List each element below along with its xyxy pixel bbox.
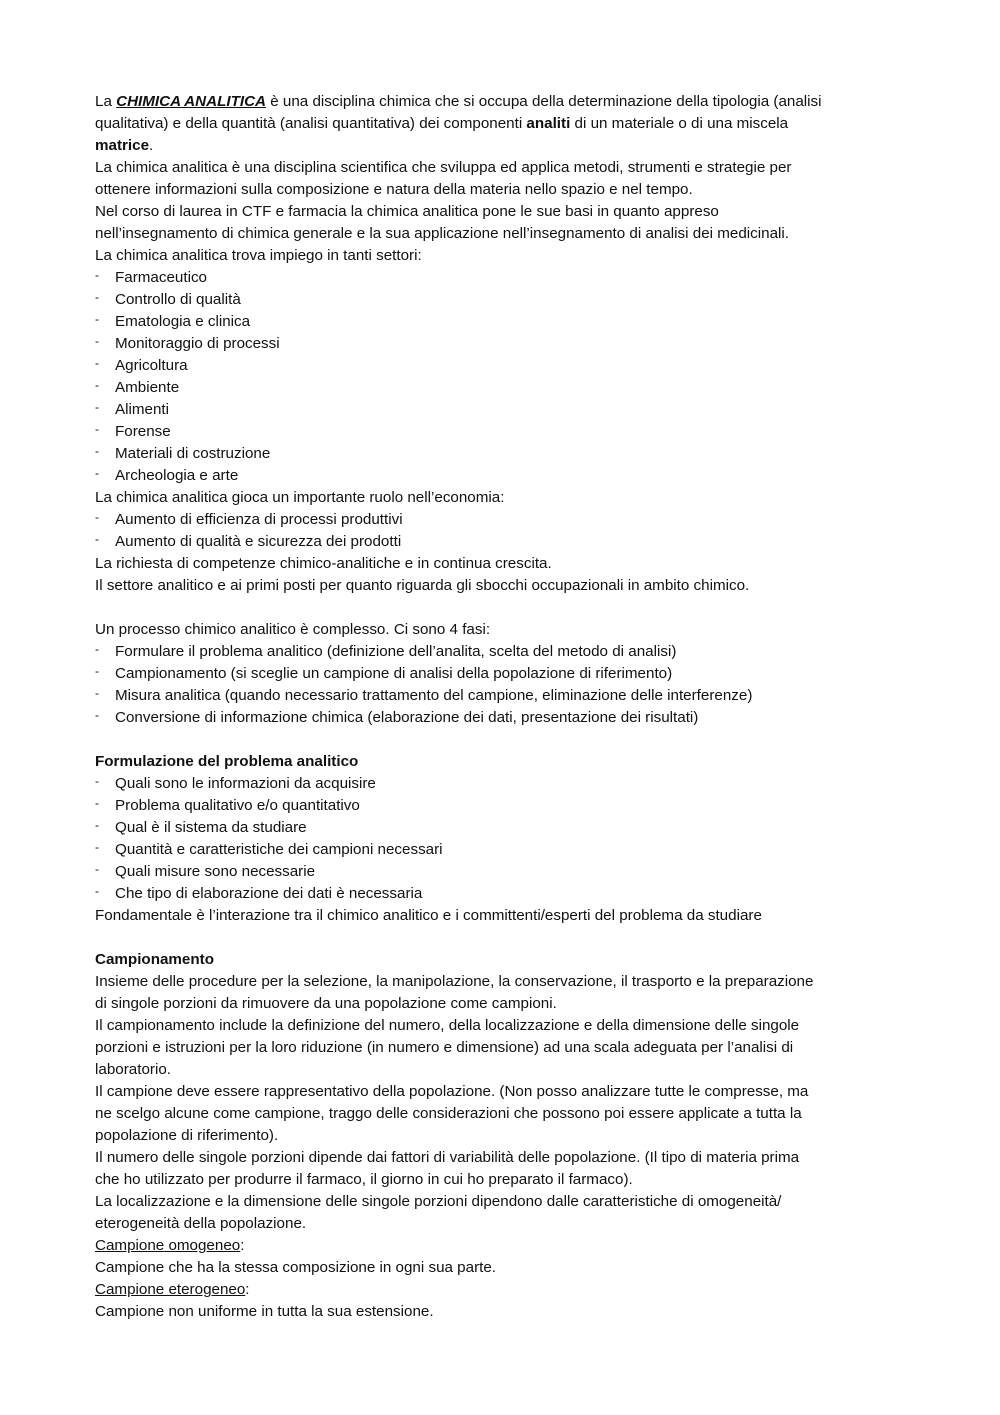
paragraph-line: Il numero delle singole porzioni dipende dai fattori di variabilità delle popolazione. (Il tipo di materia prima (95, 1149, 800, 1166)
intro-line: La chimica analitica trova impiego in tanti settori: (95, 247, 422, 264)
bullet-dash: - (95, 334, 99, 348)
list-item-text: Alimenti (115, 401, 170, 418)
list-item (95, 399, 915, 421)
text: : (245, 1281, 250, 1298)
section-heading: Campionamento (95, 951, 214, 968)
text: La (95, 93, 117, 110)
bullet-dash: - (95, 884, 99, 898)
list-item (95, 267, 915, 289)
term-chimica-analitica: CHIMICA ANALITICA (116, 93, 267, 110)
paragraph-line: porzioni e istruzioni per la loro riduzione (in numero e dimensione) ad una scala adeguata per l’analisi di (95, 1039, 794, 1056)
paragraph-line: ne scelgo alcune come campione, traggo delle considerazioni che possono poi essere applicate a tutta la (95, 1105, 802, 1122)
settori-list (95, 267, 915, 487)
bullet-dash: - (95, 708, 99, 722)
list-item (95, 839, 915, 861)
bullet-dash: - (95, 686, 99, 700)
list-item (95, 311, 915, 333)
paragraph: La chimica analitica gioca un importante ruolo nell’economia: (95, 489, 505, 506)
bullet-dash: - (95, 466, 99, 480)
list-item (95, 883, 915, 905)
bullet-dash: - (95, 774, 99, 788)
bullet-dash: - (95, 840, 99, 854)
list-item-text: Materiali di costruzione (115, 445, 271, 462)
bullet-dash: - (95, 862, 99, 876)
list-item (95, 465, 915, 487)
list-item-text: Che tipo di elaborazione dei dati è necessaria (115, 885, 423, 902)
intro-line: La chimica analitica è una disciplina scientifica che sviluppa ed applica metodi, strumenti e strategie per (95, 159, 792, 176)
bullet-dash: - (95, 290, 99, 304)
bullet-dash: - (95, 510, 99, 524)
intro-line: ottenere informazioni sulla composizione e natura della materia nello spazio e nel tempo. (95, 181, 693, 198)
paragraph: Il settore analitico e ai primi posti per quanto riguarda gli sbocchi occupazionali in ambito chimico. (95, 577, 750, 594)
list-item-text: Ambiente (115, 379, 180, 396)
list-item-text: Aumento di qualità e sicurezza dei prodotti (115, 533, 402, 550)
list-item-text: Formulare il problema analitico (definizione dell’analita, scelta del metodo di analisi) (115, 643, 677, 660)
bullet-dash: - (95, 268, 99, 282)
list-item-text: Quantità e caratteristiche dei campioni necessari (115, 841, 443, 858)
bullet-dash: - (95, 356, 99, 370)
list-item (95, 663, 915, 685)
bullet-dash: - (95, 642, 99, 656)
bullet-dash: - (95, 532, 99, 546)
list-item (95, 795, 915, 817)
list-item-text: Agricoltura (115, 357, 188, 374)
term-analiti: analiti (526, 115, 571, 132)
list-item-text: Forense (115, 423, 171, 440)
list-item-text: Farmaceutico (115, 269, 208, 286)
text: . (149, 137, 154, 154)
list-item (95, 685, 915, 707)
definition-term (95, 1235, 915, 1257)
list-item (95, 817, 915, 839)
list-item (95, 509, 915, 531)
paragraph: La richiesta di competenze chimico-analitiche e in continua crescita. (95, 555, 552, 572)
list-item (95, 861, 915, 883)
intro-line (95, 113, 915, 135)
paragraph: Fondamentale è l’interazione tra il chimico analitico e i committenti/esperti del problema da studiare (95, 907, 762, 924)
list-item-text: Quali misure sono necessarie (115, 863, 316, 880)
paragraph-line: Il campionamento include la definizione del numero, della localizzazione e della dimensione delle singole (95, 1017, 800, 1034)
term-campione-eterogeneo: Campione eterogeneo (95, 1281, 246, 1298)
definition-text: Campione non uniforme in tutta la sua estensione. (95, 1303, 434, 1320)
list-item-text: Misura analitica (quando necessario trattamento del campione, eliminazione delle interferenze) (115, 687, 753, 704)
bullet-dash: - (95, 664, 99, 678)
list-item (95, 333, 915, 355)
list-item (95, 443, 915, 465)
paragraph-line: Insieme delle procedure per la selezione, la manipolazione, la conservazione, il trasporto e la preparazione (95, 973, 814, 990)
text: è una disciplina chimica che si occupa della determinazione della tipologia (analisi (266, 93, 822, 110)
list-item-text: Ematologia e clinica (115, 313, 251, 330)
intro-line (95, 91, 915, 113)
term-matrice: matrice (95, 137, 150, 154)
text: qualitativa) e della quantità (analisi quantitativa) dei componenti (95, 115, 527, 132)
list-item (95, 641, 915, 663)
formulazione-list (95, 773, 915, 905)
paragraph-line: di singole porzioni da rimuovere da una popolazione come campioni. (95, 995, 557, 1012)
bullet-dash: - (95, 796, 99, 810)
text: di un materiale o di una miscela (570, 115, 789, 132)
paragraph-line: popolazione di riferimento). (95, 1127, 279, 1144)
economia-list (95, 509, 915, 553)
campionamento-body (95, 971, 915, 1235)
list-item (95, 289, 915, 311)
intro-line: Nel corso di laurea in CTF e farmacia la chimica analitica pone le sue basi in quanto appreso (95, 203, 719, 220)
list-item-text: Archeologia e arte (115, 467, 239, 484)
list-item-text: Controllo di qualità (115, 291, 241, 308)
fasi-list (95, 641, 915, 729)
list-item (95, 773, 915, 795)
spacer (95, 927, 915, 949)
list-item (95, 707, 915, 729)
list-item (95, 377, 915, 399)
section-heading: Formulazione del problema analitico (95, 753, 359, 770)
bullet-dash: - (95, 312, 99, 326)
spacer (95, 597, 915, 619)
text: : (240, 1237, 245, 1254)
spacer (95, 729, 915, 751)
list-item (95, 355, 915, 377)
paragraph-line: eterogeneità della popolazione. (95, 1215, 307, 1232)
bullet-dash: - (95, 400, 99, 414)
paragraph-line: Il campione deve essere rappresentativo della popolazione. (Non posso analizzare tutte le compresse, ma (95, 1083, 809, 1100)
bullet-dash: - (95, 444, 99, 458)
list-item-text: Qual è il sistema da studiare (115, 819, 307, 836)
paragraph: Un processo chimico analitico è complesso. Ci sono 4 fasi: (95, 621, 491, 638)
bullet-dash: - (95, 818, 99, 832)
term-campione-omogeneo: Campione omogeneo (95, 1237, 241, 1254)
definition-term (95, 1279, 915, 1301)
intro-line (95, 135, 915, 157)
paragraph-line: che ho utilizzato per produrre il farmaco, il giorno in cui ho preparato il farmaco). (95, 1171, 633, 1188)
intro-line: nell’insegnamento di chimica generale e la sua applicazione nell’insegnamento di analisi dei medicinali. (95, 225, 789, 242)
bullet-dash: - (95, 422, 99, 436)
list-item-text: Conversione di informazione chimica (elaborazione dei dati, presentazione dei risultati) (115, 709, 699, 726)
list-item-text: Aumento di efficienza di processi produttivi (115, 511, 403, 528)
list-item (95, 421, 915, 443)
paragraph-line: La localizzazione e la dimensione delle singole porzioni dipendono dalle caratteristiche di omogeneità/ (95, 1193, 782, 1210)
list-item-text: Campionamento (si sceglie un campione di analisi della popolazione di riferimento) (115, 665, 673, 682)
list-item (95, 531, 915, 553)
list-item-text: Problema qualitativo e/o quantitativo (115, 797, 360, 814)
list-item-text: Monitoraggio di processi (115, 335, 280, 352)
definition-text: Campione che ha la stessa composizione in ogni sua parte. (95, 1259, 497, 1276)
document-page (95, 91, 915, 1323)
bullet-dash: - (95, 378, 99, 392)
paragraph-line: laboratorio. (95, 1061, 171, 1078)
list-item-text: Quali sono le informazioni da acquisire (115, 775, 376, 792)
